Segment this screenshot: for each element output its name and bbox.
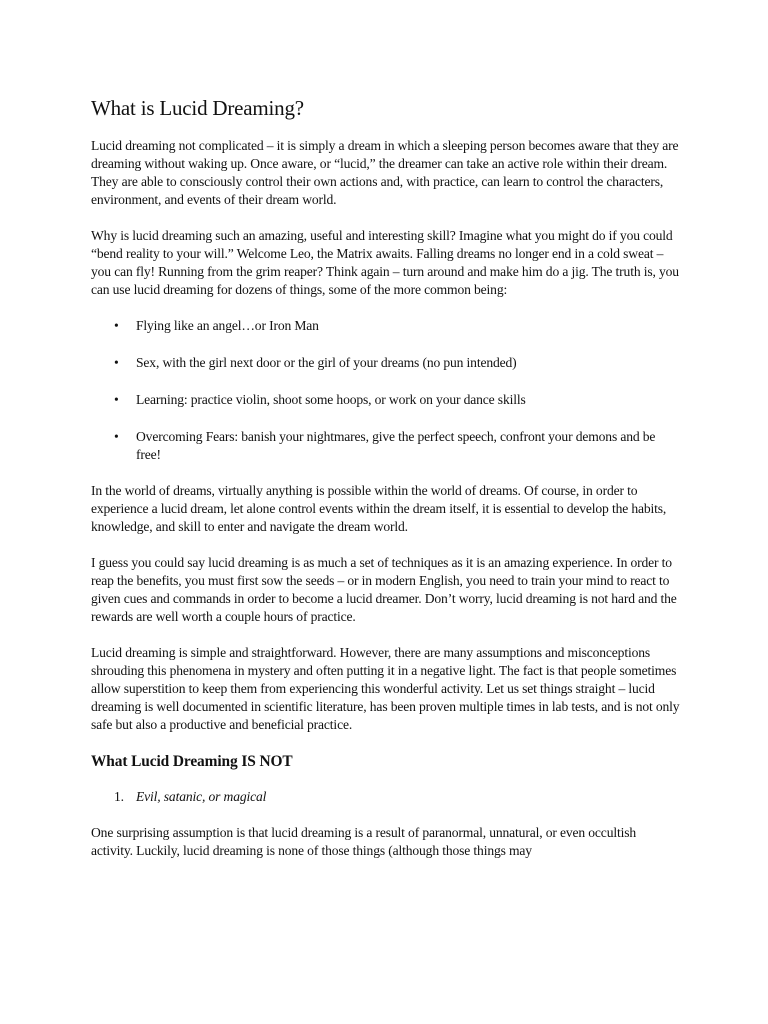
paragraph-misconceptions: Lucid dreaming is simple and straightforward. However, there are many assumptions and misconceptions shrouding this phenomena in mystery and often putting it in a negative light. The fact is that people sometimes allow superstition to keep them from experiencing this wonderful activity. Let us set things straight – lucid dreaming is well documented in scientific literature, has been proven multiple times in lab tests, and is not only safe but also a productive and beneficial practice. [91, 645, 680, 732]
list-item [91, 354, 681, 372]
uses-list [91, 317, 681, 464]
document-page [91, 94, 681, 878]
paragraph-world-of-dreams: In the world of dreams, virtually anything is possible within the world of dreams. Of course, in order to experience a lucid dream, let alone control events within the dream itself, it is essential to develop the habits, knowledge, and skill to enter and navigate the dream world. [91, 483, 667, 534]
bullet-icon: • [114, 318, 119, 333]
list-item-text: Learning: practice violin, shoot some hoops, or work on your dance skills [136, 392, 526, 407]
paragraph-techniques: I guess you could say lucid dreaming is as much a set of techniques as it is an amazing experience. In order to reap the benefits, you must first sow the seeds – or in modern English, you need to train your mind to react to given cues and commands in order to become a lucid dreamer. Don’t worry, lucid dreaming is not hard and the rewards are well worth a couple hours of practice. [91, 555, 677, 624]
section-heading: What Lucid Dreaming IS NOT [91, 753, 293, 770]
paragraph-intro: Lucid dreaming not complicated – it is simply a dream in which a sleeping person becomes aware that they are dreaming without waking up. Once aware, or “lucid,” the dreamer can take an active role within their dream. They are able to consciously control their own actions and, with practice, can learn to control the characters, environment, and events of their dream world. [91, 138, 679, 207]
paragraph-why: Why is lucid dreaming such an amazing, useful and interesting skill? Imagine what you might do if you could “bend reality to your will.” Welcome Leo, the Matrix awaits. Falling dreams no longer end in a cold sweat – you can fly! Running from the grim reaper? Think again – turn around and make him do a jig. The truth is, you can use lucid dreaming for dozens of things, some of the more common being: [91, 228, 679, 297]
page-title: What is Lucid Dreaming? [91, 96, 304, 120]
bullet-icon: • [114, 429, 119, 444]
list-item-text: Flying like an angel…or Iron Man [136, 318, 319, 333]
list-item [91, 428, 681, 464]
numbered-list-item-text: Evil, satanic, or magical [136, 789, 267, 804]
list-item [91, 317, 681, 335]
list-number: 1. [114, 789, 124, 804]
numbered-list [91, 788, 681, 806]
list-item-text: Overcoming Fears: banish your nightmares, give the perfect speech, confront your demons and be free! [136, 429, 656, 462]
numbered-list-item [91, 788, 681, 806]
list-item-text: Sex, with the girl next door or the girl of your dreams (no pun intended) [136, 355, 517, 370]
bullet-icon: • [114, 392, 119, 407]
paragraph-assumption: One surprising assumption is that lucid dreaming is a result of paranormal, unnatural, or even occultish activity. Luckily, lucid dreaming is none of those things (although those things may [91, 825, 637, 858]
list-item [91, 391, 681, 409]
bullet-icon: • [114, 355, 119, 370]
